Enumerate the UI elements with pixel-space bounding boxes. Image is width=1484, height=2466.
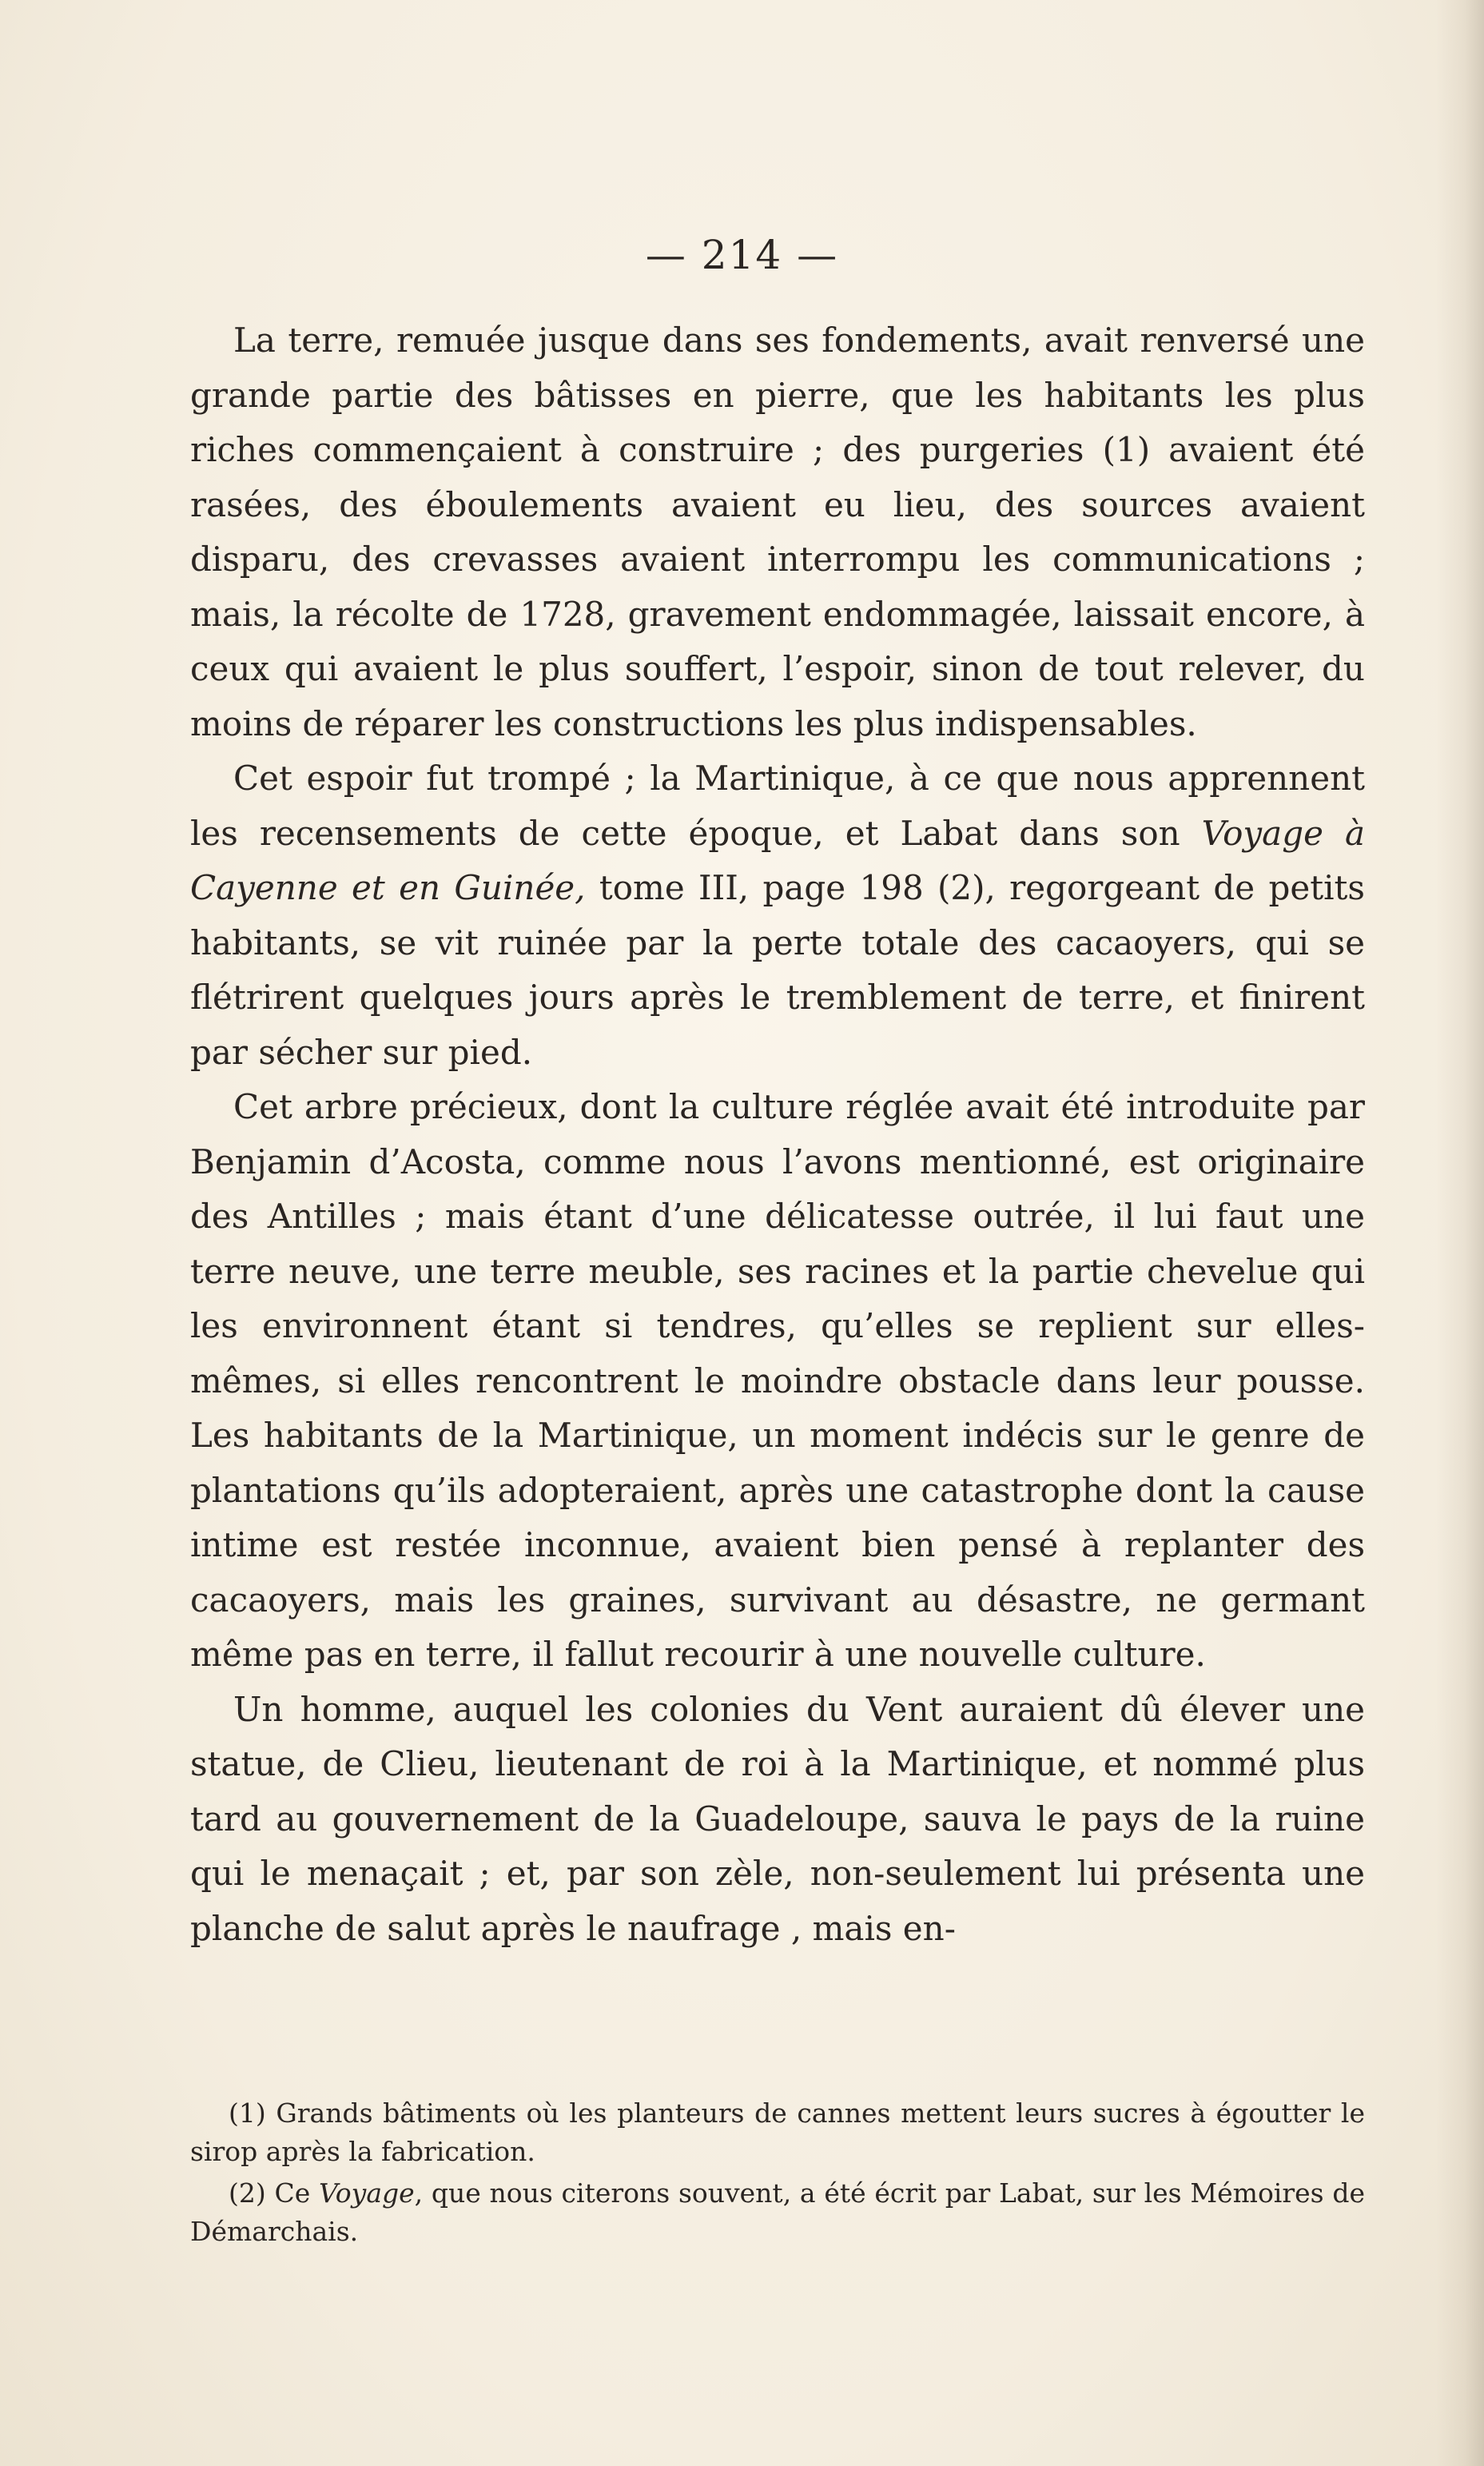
footnote-2 — [190, 2174, 1365, 2251]
footnote-2-start: (2) Ce — [229, 2177, 319, 2209]
footnotes — [190, 2094, 1365, 2254]
footnote-2-italic: Voyage — [319, 2177, 415, 2209]
book-title-italic: Voyage à Cayenne et en Guinée, — [190, 813, 1365, 907]
paragraph-3: Cet arbre précieux, dont la culture réglée avait été introduite par Benjamin d’Acosta, comme nous l’avons mentionné, est originaire des Antilles ; mais étant d’une délicatesse outrée, il lui faut une terre neuve, une terre meuble, ses racines et la partie chevelue qui les environnent étant si tendres, qu’elles se replient sur elles-mêmes, si elles rencontrent le moindre obstacle dans leur pousse. Les habitants de la Martinique, un moment indécis sur le genre de plantations qu’ils adopteraient, après une catastrophe dont la cause intime est restée inconnue, avaient bien pensé à replanter des cacaoyers, mais les graines, survivant au désastre, ne germant même pas en terre, il fallut recourir à une nouvelle culture. — [190, 1087, 1365, 1674]
page-gutter-shadow — [1436, 0, 1484, 2466]
footnote-2-end: , que nous citerons souvent, a été écrit par Labat, sur les Mémoires de Démarchais. — [190, 2177, 1365, 2247]
paragraph-2-end: tome III, page 198 (2), regorgeant de petits habitants, se vit ruinée par la perte totale des cacaoyers, qui se flétrirent quelques jours après le tremblement de terre, et finirent par sécher sur pied. — [190, 868, 1365, 1072]
page-number: — 214 — — [645, 232, 839, 278]
main-text — [190, 313, 1365, 1956]
paragraph-2 — [190, 751, 1365, 1080]
footnote-1: (1) Grands bâtiments où les planteurs de cannes mettent leurs sucres à égoutter le sirop après la fabrication. — [190, 2097, 1365, 2167]
paragraph-2-start: Cet espoir fut trompé ; la Martinique, à ce que nous apprennent les recensements de cette époque, et Labat dans son — [190, 759, 1365, 853]
paragraph-4: Un homme, auquel les colonies du Vent auraient dû élever une statue, de Clieu, lieutenant de roi à la Martinique, et nommé plus tard au gouvernement de la Guadeloupe, sauva le pays de la ruine qui le menaçait ; et, par son zèle, non-seulement lui présenta une planche de salut après le naufrage , mais en- — [190, 1689, 1365, 1948]
paragraph-1: La terre, remuée jusque dans ses fondements, avait renversé une grande partie des bâtisses en pierre, que les habitants les plus riches commençaient à construire ; des purgeries (1) avaient été rasées, des éboulements avaient eu lieu, des sources avaient disparu, des crevasses avaient interrompu les communications ; mais, la récolte de 1728, gravement endommagée, laissait encore, à ceux qui avaient le plus souffert, l’espoir, sinon de tout relever, du moins de réparer les constructions les plus indispensables. — [190, 321, 1365, 743]
